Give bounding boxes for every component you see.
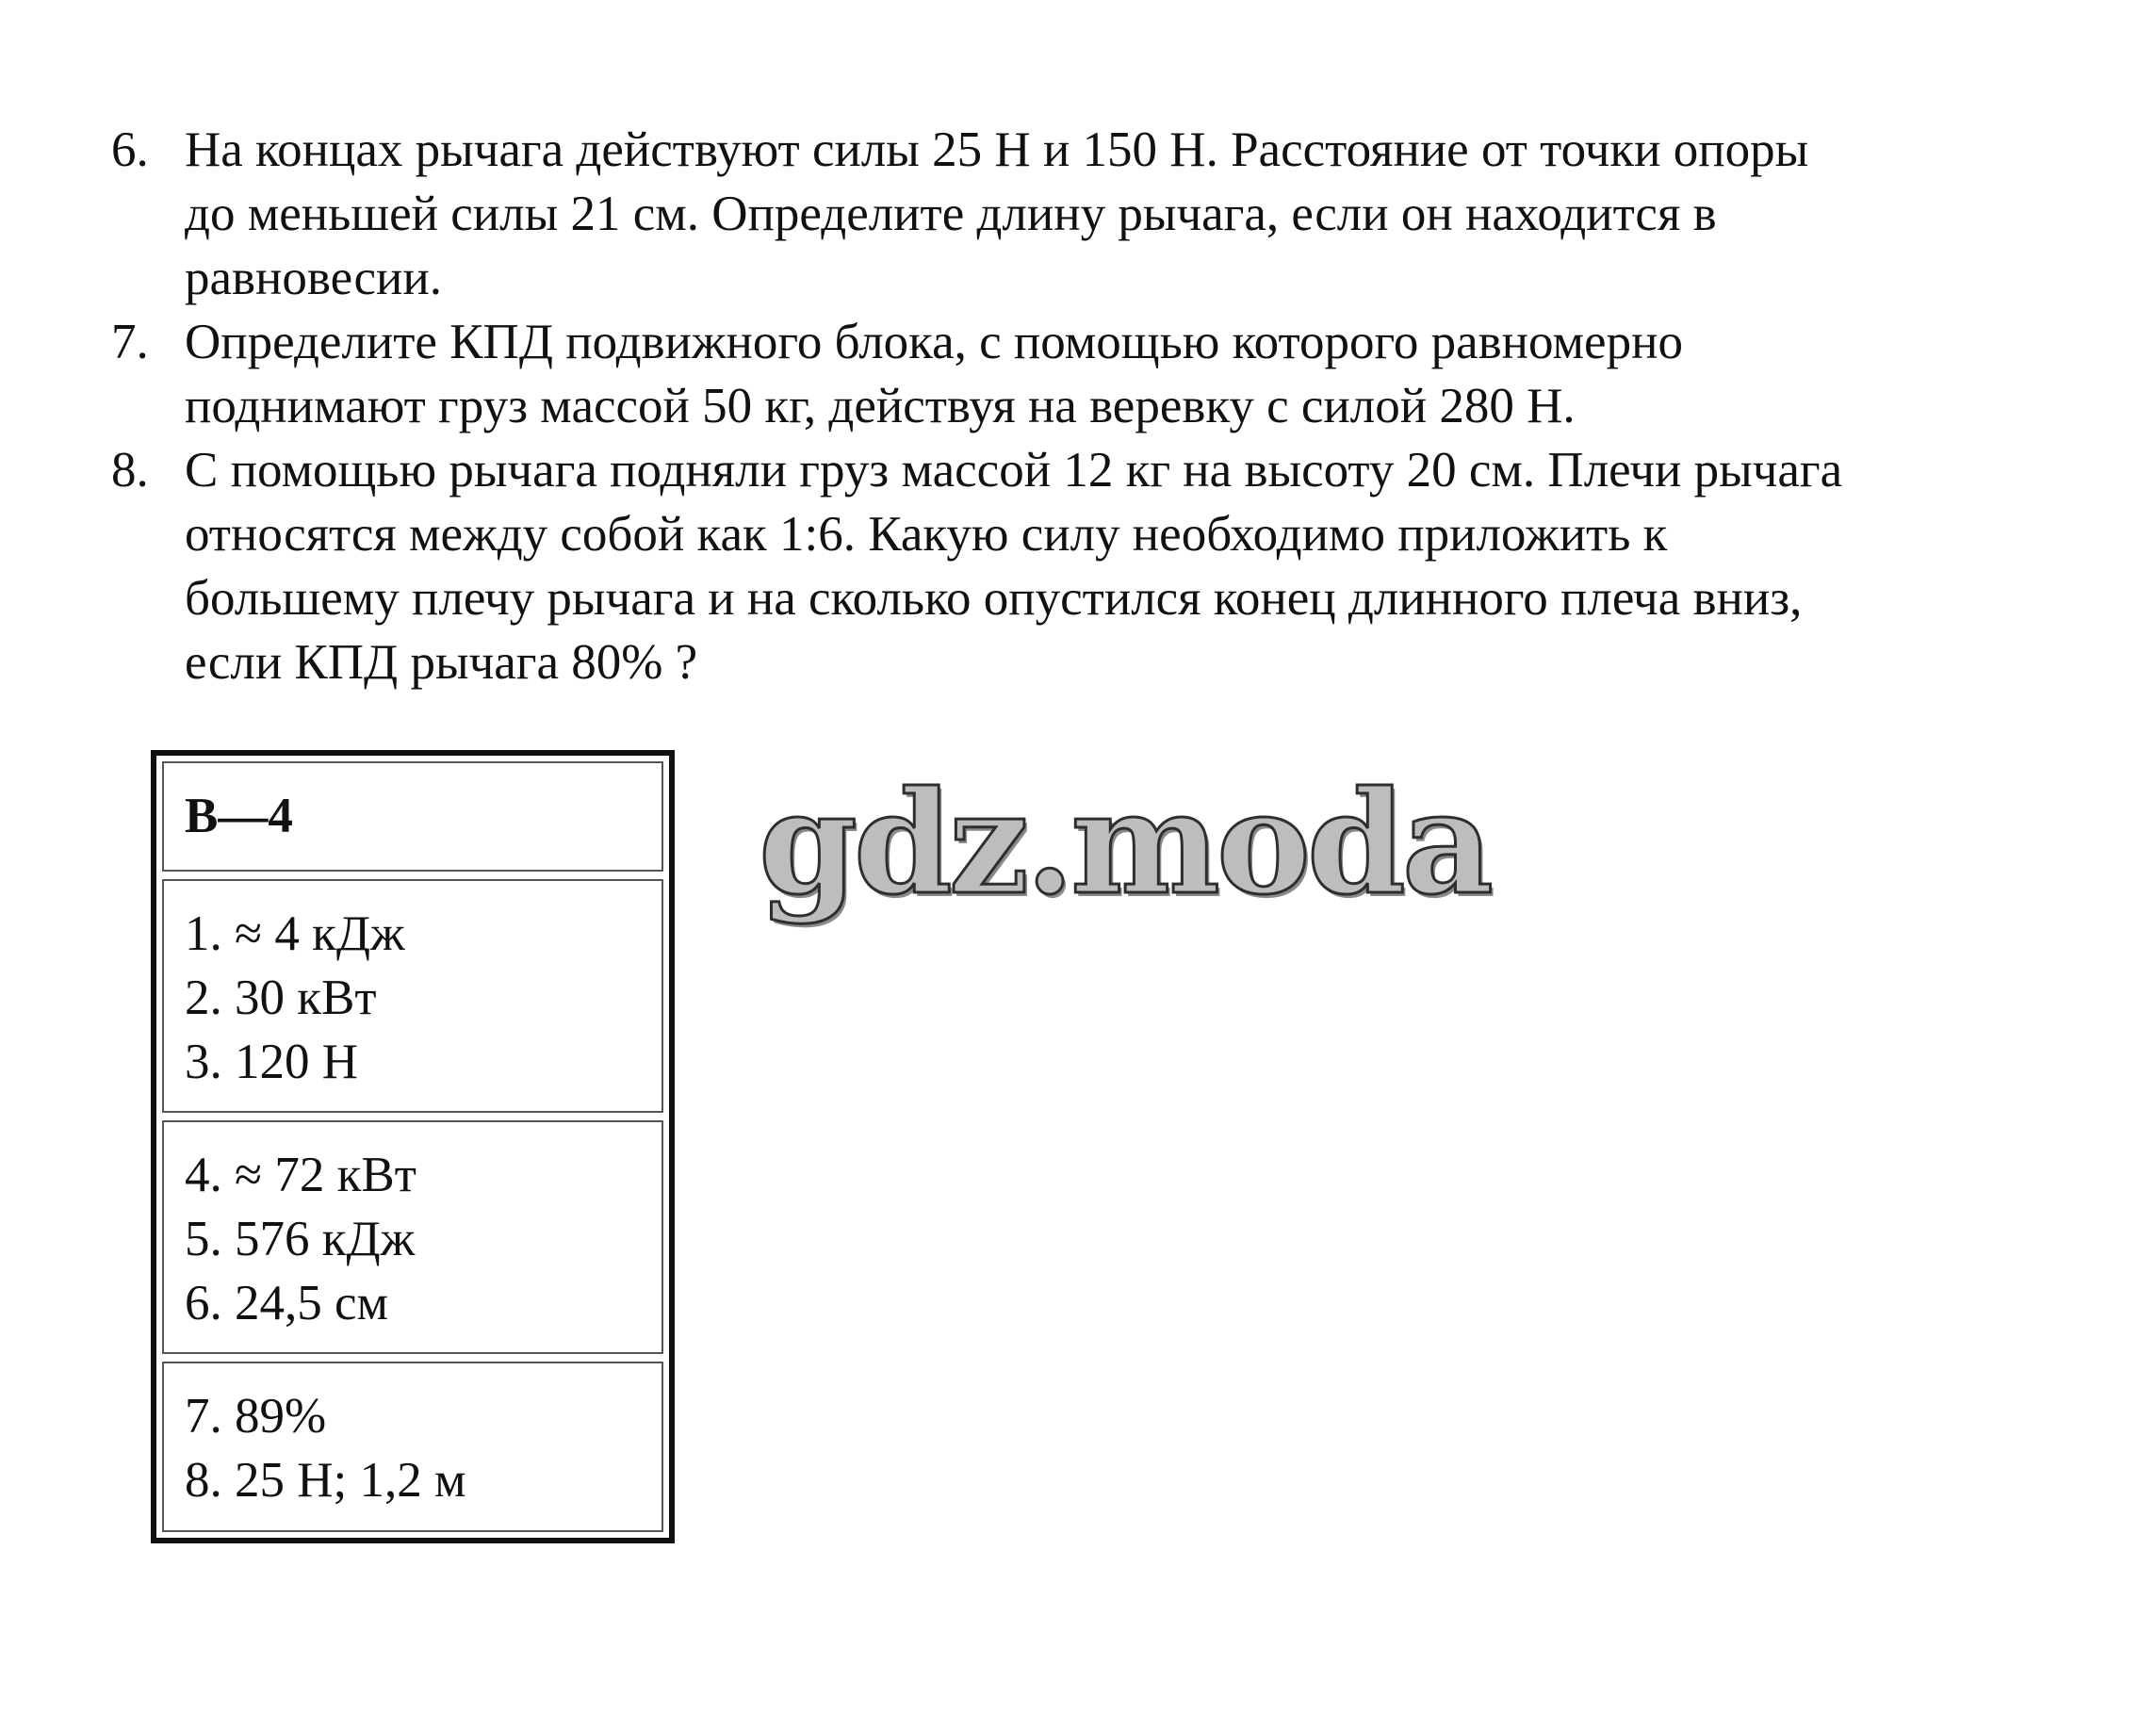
problem-number: 8. xyxy=(111,443,149,498)
problem-7 xyxy=(111,310,2071,438)
problem-text-line: относятся между собой как 1:6. Какую силу необходимо приложить к xyxy=(185,507,1668,562)
problem-8 xyxy=(111,438,2071,694)
answer-item: 2. 30 кВт xyxy=(185,971,377,1026)
problem-text-line: до меньшей силы 21 см. Определите длину рычага, если он находится в xyxy=(185,187,1717,241)
problem-text-line: поднимают груз массой 50 кг, действуя на веревку с силой 280 Н. xyxy=(185,379,1576,433)
answer-group-3 xyxy=(162,1362,663,1532)
watermark-logo: gdz.moda xyxy=(759,760,1491,926)
answer-item: 3. 120 Н xyxy=(185,1035,359,1090)
problem-text-line: С помощью рычага подняли груз массой 12 кг на высоту 20 см. Плечи рычага xyxy=(185,443,1843,498)
problem-text-line: На концах рычага действуют силы 25 Н и 150 Н. Расстояние от точки опоры xyxy=(185,122,1809,177)
answer-item: 8. 25 Н; 1,2 м xyxy=(185,1453,466,1509)
problem-text-line: Определите КПД подвижного блока, с помощью которого равномерно xyxy=(185,315,1683,369)
answer-item: 4. ≈ 72 кВт xyxy=(185,1148,416,1203)
answer-table-header: В—4 xyxy=(162,761,663,872)
problem-number: 6. xyxy=(111,122,149,177)
problem-text-line: если КПД рычага 80% ? xyxy=(185,635,698,690)
answer-item: 6. 24,5 см xyxy=(185,1276,389,1331)
problem-text-line: большему плечу рычага и на сколько опустился конец длинного плеча вниз, xyxy=(185,571,1803,626)
problem-number: 7. xyxy=(111,315,149,369)
answer-item: 7. 89% xyxy=(185,1389,327,1444)
answer-group-2 xyxy=(162,1120,663,1354)
answer-group-1 xyxy=(162,879,663,1113)
problem-text-line: равновесии. xyxy=(185,251,442,305)
answer-item: 1. ≈ 4 кДж xyxy=(185,906,405,962)
problem-6 xyxy=(111,118,2071,310)
answer-table xyxy=(151,750,675,1543)
problem-list xyxy=(111,118,2071,694)
answer-item: 5. 576 кДж xyxy=(185,1212,416,1267)
